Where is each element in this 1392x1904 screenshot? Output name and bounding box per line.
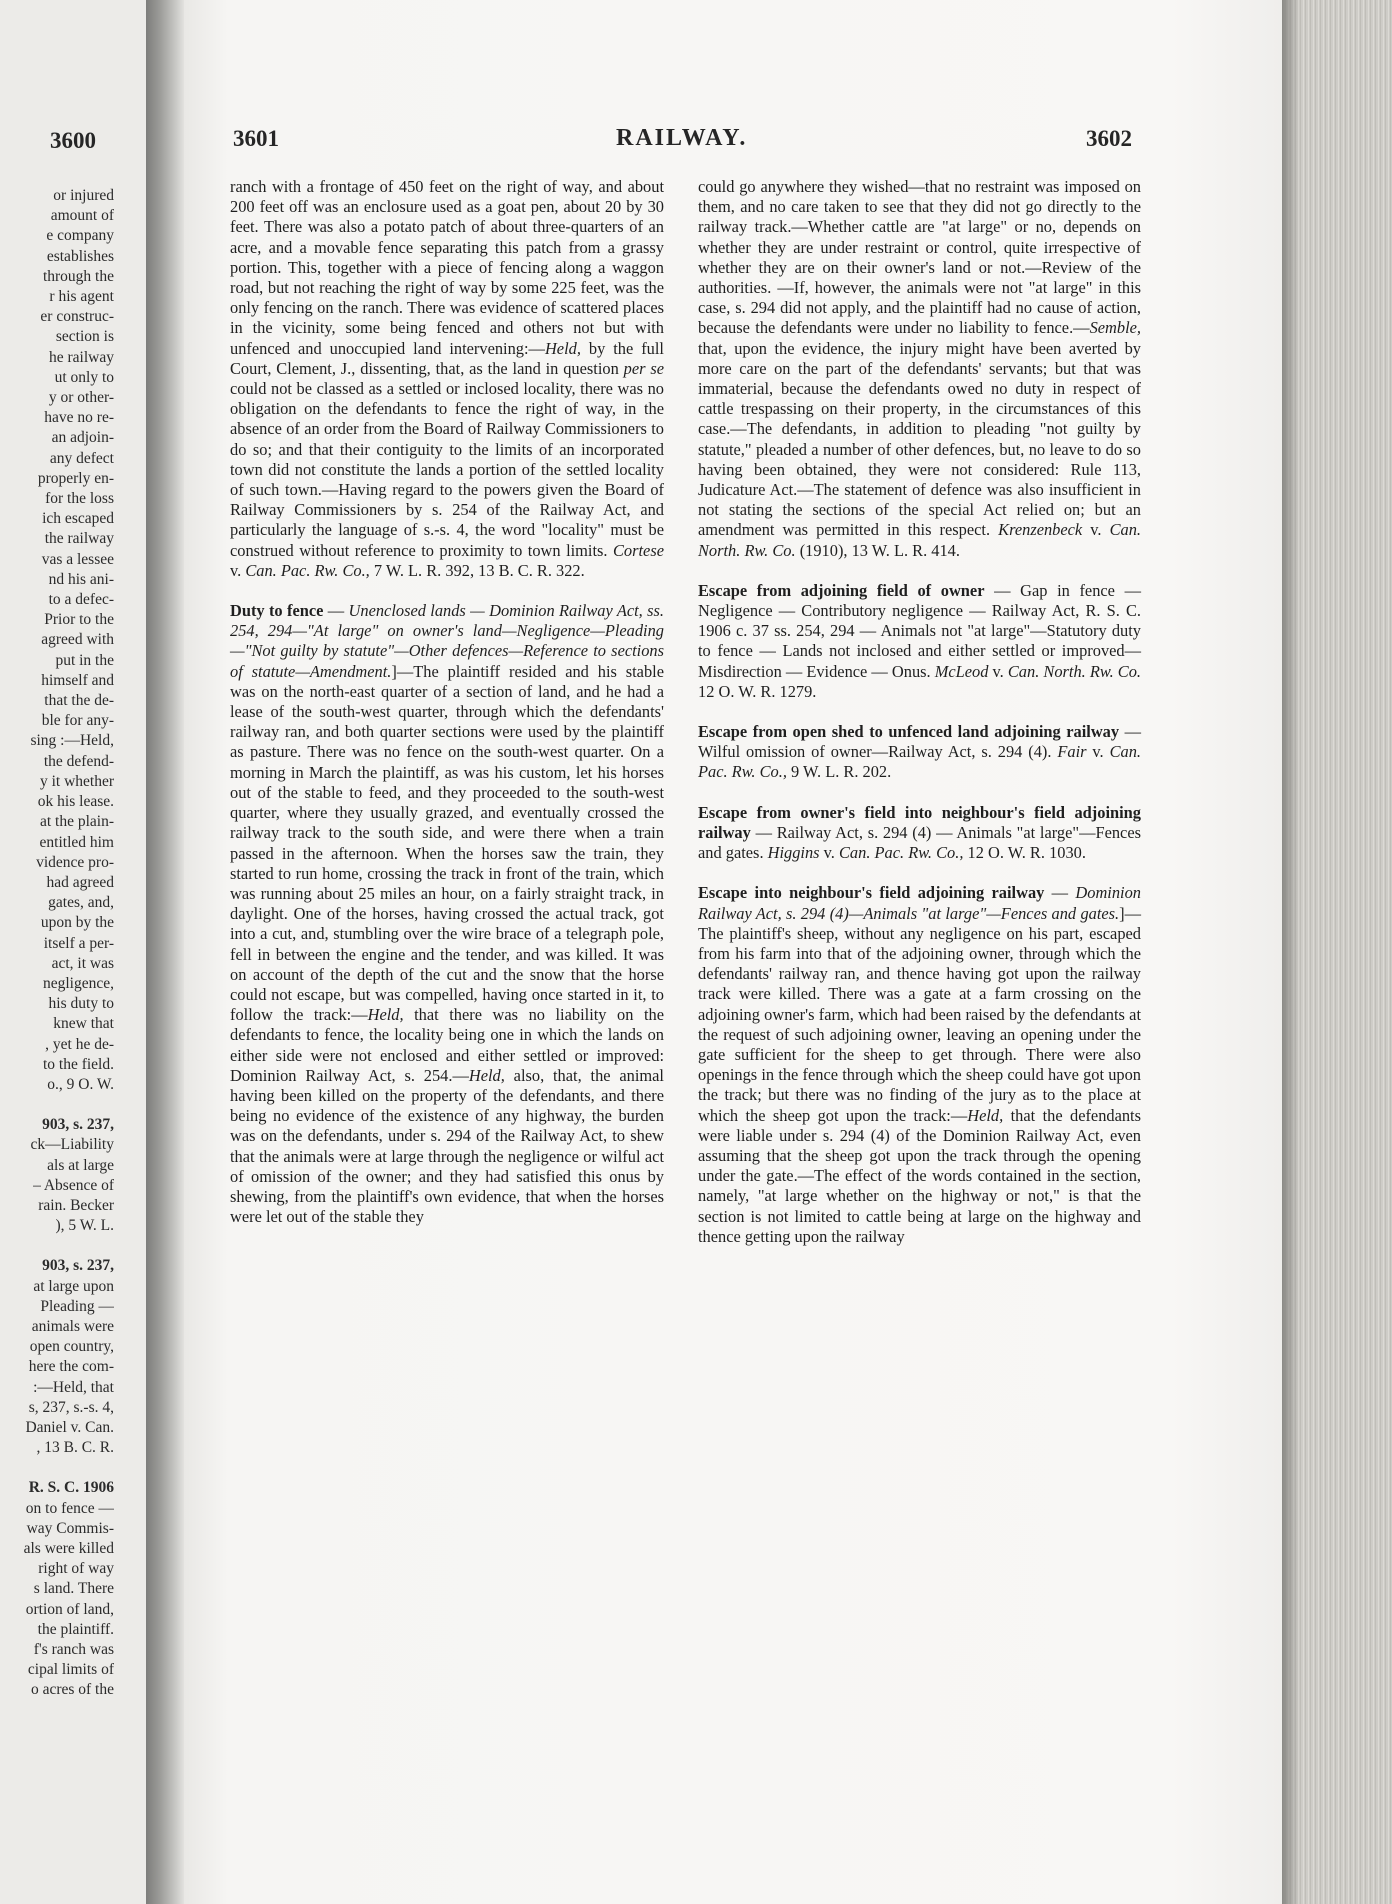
left-fragment-line: o., 9 O. W. [47,1075,114,1093]
citation: v. [1082,520,1110,540]
entry-open-shed [698,722,1141,783]
entry-heading: Escape from owner's field into neighbour's field adjoining railway [698,802,1141,842]
left-fragment-line: ortion of land, [25,1600,114,1618]
left-fragment-line: upon by the [40,914,114,932]
held: Held, [468,1065,505,1085]
left-fragment-line: his duty to [48,995,114,1013]
left-fragment-line: itself a per- [43,934,114,952]
left-fragment-line: e company [46,227,114,245]
citation: 9 W. L. R. 202. [786,762,892,782]
case-name: Can. North. Rw. Co. [1007,661,1141,681]
case-name: Can. Pac. Rw. Co., [839,843,964,863]
running-title: RAILWAY. [616,125,748,151]
book-gutter [146,0,186,1904]
left-fragment-line: on to fence — [25,1499,114,1517]
left-fragment-line: r his agent [49,288,114,306]
entry-text: that there was no liability on the defendants to fence, the locality being one in which the lands on either side were not enclosed and either settled or improved: Dominion Railway Act, s. 254.— [230,1005,664,1085]
left-fragment-line: ut only to [54,368,114,386]
left-fragment-line: ), 5 W. L. [55,1217,114,1235]
entry-duty-to-fence [230,601,664,1227]
entry-text: — Railway Act, s. 294 (4) — Animals "at large"—Fences and gates. [698,822,1141,863]
left-fragment-line: establishes [46,247,114,265]
left-fragment-line: have no re- [44,409,114,427]
left-fragment-line: vidence pro- [36,853,114,871]
left-fragment-line: Daniel v. Can. [25,1418,114,1436]
left-fragment-line: himself and [41,671,114,689]
case-name: McLeod [934,661,989,681]
left-fragment-line: an adjoin- [51,429,114,447]
left-fragment-line: any defect [49,449,114,467]
entry-krenzenbeck [698,177,1141,561]
entry-adjoining-field [698,581,1141,702]
left-fragment-line: 903, s. 237, [42,1116,114,1134]
left-fragment-line: , 13 B. C. R. [36,1439,114,1457]
left-fragment-line: nd his ani- [48,570,114,588]
left-fragment-line: act, it was [51,954,114,972]
left-fragment-line: for the loss [45,490,114,508]
left-fragment-line: er construc- [40,308,114,326]
left-fragment-line: sing :—Held, [30,732,114,750]
entry-heading: Escape into neighbour's field adjoining railway [698,883,1045,903]
left-fragment-line: open country, [29,1338,114,1356]
dash: — [323,601,349,621]
left-fragment-line: s, 237, s.-s. 4, [28,1398,114,1416]
case-name: Can. Pac. Rw. Co., [245,560,370,580]
citation: (1910), 13 W. L. R. 414. [795,540,960,560]
citation: 12 O. W. R. 1279. [698,681,817,701]
entry-owners-field [698,803,1141,864]
citation: v. [988,661,1008,681]
left-fragment-line: s land. There [33,1580,114,1598]
left-fragment-line: to a defec- [48,591,114,609]
left-fragment-line: amount of [50,207,114,225]
entry-neighbours-field [698,883,1141,1247]
citation: v. [230,560,246,580]
left-fragment-line: cipal limits of [27,1661,114,1679]
citation: 12 O. W. R. 1030. [963,843,1086,863]
page-number-right: 3602 [1086,126,1132,151]
case-name: Fair [1057,742,1087,762]
left-fragment-line: :—Held, that [33,1378,114,1396]
left-fragment-line: way Commis- [26,1519,114,1537]
case-name: Can. North. Rw. Co. [698,520,1141,560]
left-fragment-line: als at large [47,1156,114,1174]
page-number-left: 3601 [233,126,279,151]
held: Held, [544,338,581,358]
left-fragment-line: section is [55,328,114,346]
left-fragment-line: at large upon [33,1277,114,1295]
left-fragment-gap [0,1095,114,1115]
held: Held, [367,1005,404,1025]
left-page-text [0,186,114,1701]
entry-cortese [230,177,664,581]
latin-term: per se [623,358,664,378]
left-fragment-line: put in the [55,651,114,669]
entry-keywords: Dominion Railway Act, s. 294 (4)—Animals "at large"—Fences and gates. [698,883,1141,923]
left-fragment-line: gates, and, [48,894,114,912]
left-fragment-line: vas a lessee [41,550,114,568]
entry-text: — Gap in fence — Negligence — Contributory negligence — Railway Act, R. S. C. 1906 c. 37 ss. 254, 294 — Animals not "at large"—Statutory duty to fence — Lands not inclosed and either settled or improved—Misdirection — Evidence — Onus. [698,580,1141,681]
left-fragment-line: o acres of the [30,1681,114,1699]
left-fragment-line: properly en- [37,469,114,487]
entry-text: — Wilful omission of owner—Railway Act, s. 294 (4). [698,722,1141,762]
left-fragment-line: at the plain- [39,813,114,831]
case-name: Cortese [613,540,664,560]
left-fragment-line: rain. Becker [38,1196,114,1214]
case-name: Can. Pac. Rw. Co., [698,742,1141,782]
entry-heading: Duty to fence [230,601,324,621]
case-name: Higgins [767,843,820,863]
left-page-fragment [0,0,150,1904]
left-fragment-line: R. S. C. 1906 [28,1479,114,1497]
left-fragment-line: entitled him [39,833,114,851]
entry-text: by the full Court, Clement, J., dissenting, that, as the land in question [230,338,664,378]
left-fragment-line: 903, s. 237, [42,1257,114,1275]
entry-text: that the defendants were liable under s. 294 (4) of the Dominion Railway Act, even assuming that the sheep got upon the track through the opening under the gate.—The effect of the words contained in the section, namely, "at large whether on the highway or not," is that the section is not limited to cattle being at large on the highway and thence getting upon the railway [698,1105,1141,1246]
left-fragment-line: knew that [53,1015,114,1033]
entry-heading: Escape from adjoining field of owner [698,580,985,600]
left-fragment-line: als were killed [23,1540,114,1557]
left-fragment-line: through the [42,267,114,285]
entry-text: ]—The plaintiff resided and his stable was on the north-east quarter of a section of land, and he had a lease of the south-west quarter, through which the defendants' railway ran, and both quarter sections were used by the plaintiff as pasture. There was no fence on the south-west quarter. On a morning in March the plaintiff, as was his custom, let his horses out of the stable to feed, and they proceeded to the south-west quarter, where they usually grazed, and eventually crossed the railway track to the south side, and were there when a train passed in the afternoon. When the horses saw the train, they started to run home, crossing the track in front of the train, which was running about 25 miles an hour, on a fairly straight track, in daylight. One of the horses, having crossed the actual track, got into a cut, and, stumbling over the wire brace of a telegraph pole, fell in between the engine and the tender, and was killed. It was on account of the depth of the cut and the snow that the horse could not escape, but was compelled, having once started in it, to follow the track:— [230,661,664,1025]
entry-text: that, upon the evidence, the injury might have been averted by more care on the part of the defendants' servants; but that was immaterial, because the defendants owed no duty in respect of cattle trespassing on their property, in the circumstances of this case.—The defendants, in addition to pleading "not guilty by statute," pleaded a number of other defences, but, no leave to do so having been obtained, they were not considered: Rule 113, Judicature Act.—The statement of defence was also insufficient in not stating the sections of the special Act relied on; but an amendment was permitted in this respect. [698,338,1141,540]
entry-text: ranch with a frontage of 450 feet on the right of way, and about 200 feet off was an enclosure used as a goat pen, about 20 by 30 feet. There was also a potato patch of about three-quarters of an acre, and a movable fence separating this patch from a grassy portion. This, together with a piece of fencing along a waggon road, but not reaching the right of way by some 225 feet, was the only fencing on the ranch. There was evidence of scattered places in the vicinity, some being fenced and others not but with unfenced and unoccupied land intervening:— [230,177,664,358]
left-fragment-line: he railway [49,348,114,366]
entry-text: could go anywhere they wished—that no restraint was imposed on them, and no care taken to see that they did not go directly to the railway track.—Whether cattle are "at large" or no, depends on whether they are under restraint or control, quite irrespective of whether they are on their owner's land or not.—Review of the authorities. —If, however, the animals were not "at large" in this case, s. 294 did not apply, and the plaintiff had no cause of action, because the defendants were under no liability to fence.— [698,177,1141,338]
left-fragment-line: , yet he de- [45,1035,114,1053]
left-fragment-gap [0,1236,114,1256]
left-fragment-gap [0,1458,114,1478]
held: Held, [967,1105,1004,1125]
entry-keywords: Unenclosed lands — Dominion Railway Act, ss. 254, 294—"At large" on owner's land—Negligence—Pleading—"Not guilty by statute"—Other defences—Reference to sections of statute—Amendment. [230,601,664,681]
left-fragment-line: ich escaped [42,510,114,528]
left-fragment-line: ble for any- [41,712,114,730]
dash: — [1044,883,1076,903]
citation: v. [1086,742,1110,762]
left-fragment-line: y or other- [48,389,114,407]
left-page-number: 3600 [50,128,96,153]
case-name: Krenzenbeck [998,520,1083,540]
left-fragment-line: ok his lease. [37,793,114,811]
entry-heading: Escape from open shed to unfenced land adjoining railway [698,722,1120,742]
left-fragment-line: ck—Liability [30,1136,114,1154]
left-fragment-line: Pleading — [40,1297,114,1315]
semble: Semble, [1089,318,1141,338]
left-fragment-line: the railway [44,530,114,548]
left-fragment-line: the defend- [43,752,114,770]
left-fragment-line: y it whether [39,772,114,790]
left-fragment-line: right of way [38,1560,114,1578]
citation: v. [819,843,839,863]
left-fragment-line: – Absence of [33,1176,114,1194]
page-edges-shadow [1282,0,1300,1904]
column-left [230,177,664,1247]
citation: 7 W. L. R. 392, 13 B. C. R. 322. [369,560,585,580]
entry-text: also, that, the animal having been killed on the property of the defendants, and there being no evidence of the existence of any highway, the burden was on the defendants, under s. 294 of the Railway Act, to shew that the animals were at large through the negligence or wilful act of omission of the owner; and they had satisfied this onus by shewing, from the plaintiff's own evidence, that when the horses were let out of the stable they [230,1065,664,1227]
left-fragment-line: the plaintiff. [37,1620,114,1638]
left-fragment-line: Prior to the [44,611,114,629]
entry-text: could not be classed as a settled or inclosed locality, there was no obligation on the defendants to fence the right of way, in the absence of an order from the Board of Railway Commissioners to do so; and that their contiguity to the limits of an incorporated town did not constitute the lands a portion of the settled locality of such town.—Having regard to the powers given the Board of Railway Commissioners by s. 254 of the Railway Act, and particularly the language of s.-s. 4, the word "locality" must be construed without reference to proximity to town limits. [230,379,664,560]
left-fragment-line: had agreed [46,873,114,891]
left-fragment-line: animals were [31,1317,114,1335]
column-right [698,177,1141,1267]
left-fragment-line: f's ranch was [33,1641,114,1659]
left-fragment-line: negligence, [42,974,114,992]
left-fragment-line: to the field. [42,1055,114,1073]
left-fragment-line: or injured [53,187,114,204]
left-fragment-line: here the com- [28,1358,114,1376]
entry-text: ]—The plaintiff's sheep, without any negligence on his part, escaped from his farm into that of the adjoining owner, through which the defendants' railway ran, and thence having got upon the railway track were killed. There was a gate at a farm crossing on the adjoining owner's farm, which had been raised by the defendants at the request of such adjoining owner, leaving an opening under the gate sufficient for the sheep to get through. There were also openings in the fence through which the sheep could have got upon the track; but there was no finding of the jury as to the place at which the sheep got upon the track:— [698,903,1141,1125]
left-fragment-line: agreed with [41,631,114,649]
left-fragment-line: that the de- [44,692,114,710]
